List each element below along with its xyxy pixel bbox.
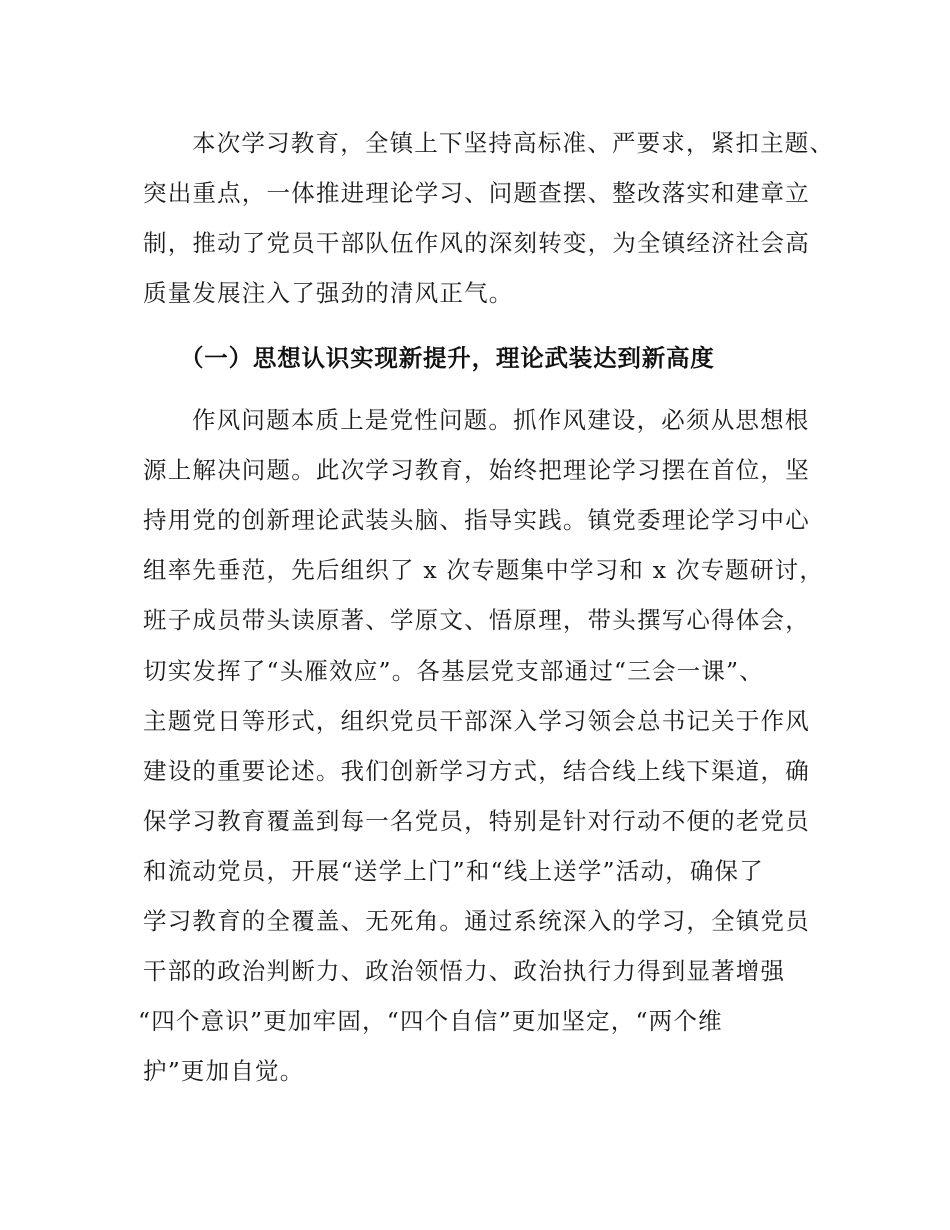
paragraph-line: 保学习教育覆盖到每一名党员，特别是针对行动不便的老党员 — [143, 807, 810, 835]
paragraph-line: 制，推动了党员干部队伍作风的深刻转变，为全镇经济社会高 — [143, 229, 810, 257]
paragraph-line: 主题党日等形式，组织党员干部深入学习领会总书记关于作风 — [143, 707, 810, 735]
paragraph-line: 建设的重要论述。我们创新学习方式，结合线上线下渠道，确 — [143, 757, 810, 785]
paragraph-line: 和流动党员，开展“送学上门”和“线上送学”活动，确保了 — [143, 857, 764, 885]
paragraph-line: “四个意识”更加牢固，“四个自信”更加坚定，“两个维 — [138, 1007, 723, 1035]
paragraph-line: 班子成员带头读原著、学原文、悟原理，带头撰写心得体会， — [143, 606, 810, 634]
paragraph-line: 持用党的创新理论武装头脑、指导实践。镇党委理论学习中心 — [143, 506, 810, 534]
paragraph-line: 切实发挥了“头雁效应”。各基层党支部通过“三会一课”、 — [143, 657, 764, 685]
paragraph-line: 作风问题本质上是党性问题。抓作风建设，必须从思想根 — [192, 406, 810, 434]
paragraph-line: 护”更加自觉。 — [143, 1057, 305, 1085]
paragraph-line: 质量发展注入了强劲的清风正气。 — [143, 279, 514, 307]
paragraph-line: 干部的政治判断力、政治领悟力、政治执行力得到显著增强 — [143, 957, 786, 985]
section-heading: （一）思想认识实现新提升，理论武装达到新高度 — [180, 344, 715, 372]
paragraph-line: 本次学习教育，全镇上下坚持高标准、严要求，紧扣主题、 — [192, 129, 835, 157]
paragraph-line: 学习教育的全覆盖、无死角。通过系统深入的学习，全镇党员 — [143, 907, 810, 935]
paragraph-line: 源上解决问题。此次学习教育，始终把理论学习摆在首位，坚 — [143, 456, 810, 484]
paragraph-line: 突出重点，一体推进理论学习、问题查摆、整改落实和建章立 — [143, 179, 810, 207]
paragraph-line: 组率先垂范，先后组织了 x 次专题集中学习和 x 次专题研讨， — [143, 556, 825, 584]
